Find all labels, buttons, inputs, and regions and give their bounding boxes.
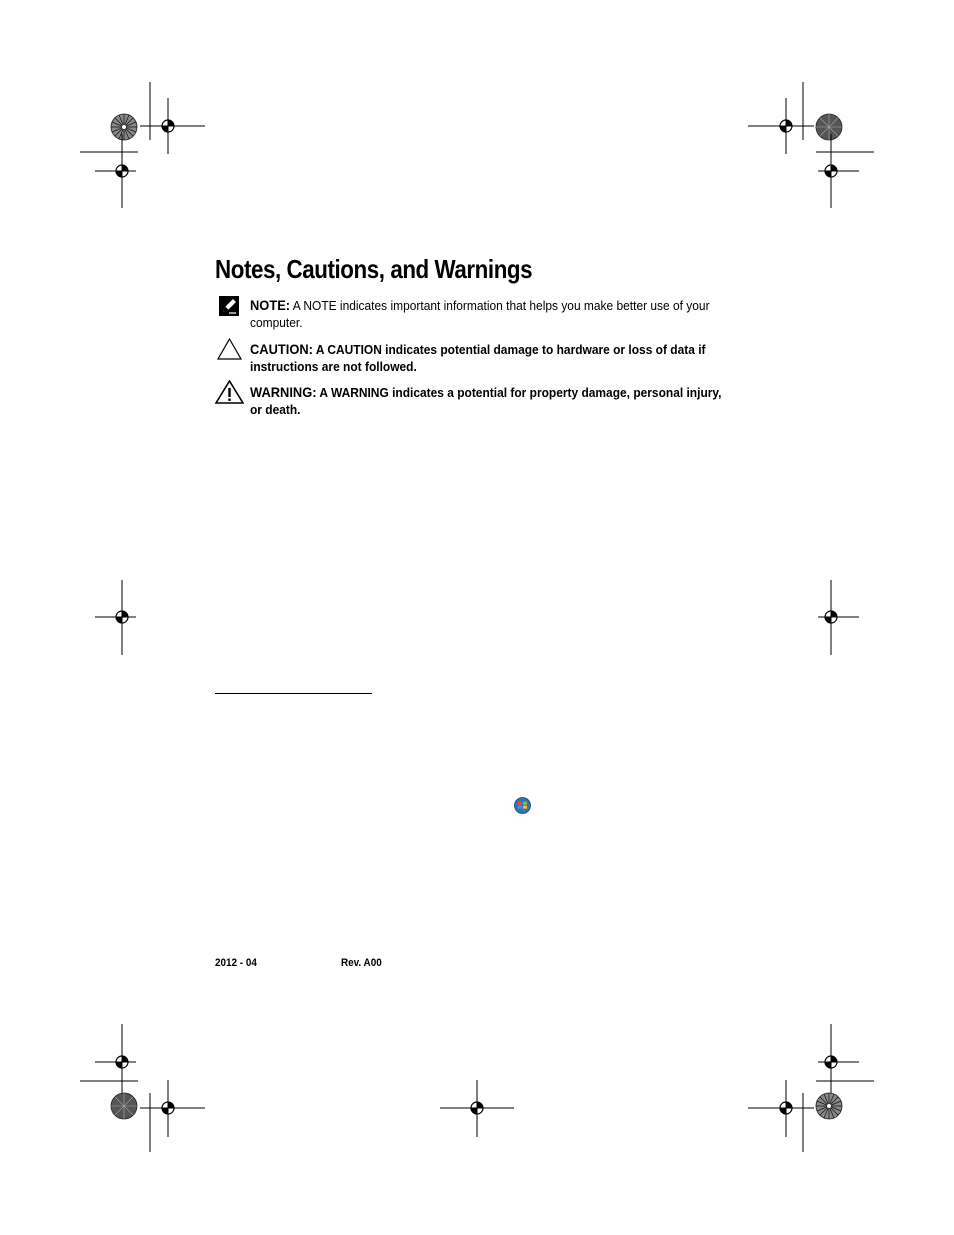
- note-text: A NOTE indicates important information that helps you make better use of your computer.: [250, 298, 710, 330]
- page-title: Notes, Cautions, and Warnings: [215, 254, 533, 284]
- warning-notice: [250, 384, 728, 418]
- footer-date: 2012 - 04: [215, 957, 257, 969]
- warning-label: WARNING:: [250, 384, 317, 400]
- footer-revision: Rev. A00: [341, 957, 382, 969]
- caution-label: CAUTION:: [250, 341, 313, 357]
- caution-notice: [250, 341, 728, 375]
- warning-triangle-icon: [215, 380, 244, 404]
- note-notice: [250, 297, 728, 331]
- windows-start-icon: [514, 797, 531, 814]
- footnote-separator: [215, 693, 372, 694]
- note-label: NOTE:: [250, 297, 291, 313]
- caution-text: A CAUTION indicates potential damage to hardware or loss of data if instructions are not followed.: [250, 342, 706, 374]
- warning-text: A WARNING indicates a potential for property damage, personal injury, or death.: [250, 385, 722, 417]
- note-pencil-icon: [219, 296, 239, 316]
- caution-triangle-icon: [217, 338, 242, 360]
